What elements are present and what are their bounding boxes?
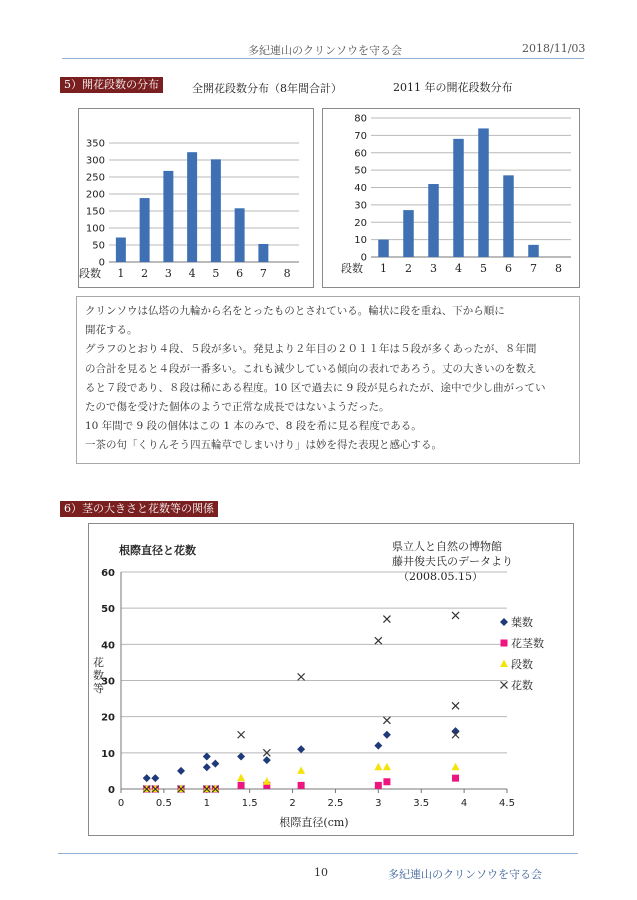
header-date: 2018/11/03 xyxy=(522,42,586,55)
data-point xyxy=(263,777,271,785)
x-tick-label: 0 xyxy=(117,798,125,809)
y-tick-label: 60 xyxy=(101,568,115,579)
legend-label: 段数 xyxy=(511,658,533,671)
scatter-title: 根際直径と花数 xyxy=(119,544,196,557)
x-tick-label: 3 xyxy=(164,267,172,280)
x-tick-label: 2 xyxy=(405,262,412,275)
data-point xyxy=(203,752,211,760)
chart2-frame xyxy=(322,108,580,288)
x-tick-label: 1 xyxy=(203,798,210,809)
data-point xyxy=(177,767,185,775)
x-tick-label: 3.5 xyxy=(413,798,430,809)
data-point xyxy=(383,763,391,771)
section6-title: 6）茎の大きさと花数等の関係 xyxy=(60,501,218,517)
text-line: クリンソウは仏塔の九輪から名をとったものとされている。輪状に段を重ね、下から順に xyxy=(85,305,505,317)
x-tick-label: 3 xyxy=(430,262,437,275)
footer-divider xyxy=(58,853,578,854)
x-axis-label: 根際直径(cm) xyxy=(279,816,349,829)
data-point xyxy=(383,731,391,739)
x-tick-label: 6 xyxy=(236,267,244,280)
y-axis-label: 花 xyxy=(93,656,104,669)
data-point xyxy=(238,782,245,789)
data-point xyxy=(238,731,245,738)
data-point xyxy=(298,782,305,789)
data-point xyxy=(237,752,245,760)
y-axis-label: 等 xyxy=(93,682,104,695)
data-point xyxy=(211,760,219,768)
y-tick-label: 30 xyxy=(101,676,115,688)
data-point xyxy=(375,782,382,789)
y-tick-label: 300 xyxy=(85,155,105,167)
y-tick-label: 40 xyxy=(101,640,115,652)
data-point xyxy=(374,742,382,750)
x-tick-label: 6 xyxy=(505,262,512,275)
y-tick-label: 100 xyxy=(85,223,105,235)
chart1-title: 全開花段数分布（8年間合計） xyxy=(192,82,342,95)
x-tick-label: 0.5 xyxy=(155,798,172,809)
y-tick-label: 50 xyxy=(354,165,367,177)
y-tick-label: 10 xyxy=(101,748,115,760)
y-tick-label: 0 xyxy=(360,252,367,264)
y-tick-label: 10 xyxy=(354,235,367,247)
bar xyxy=(428,184,439,257)
data-point xyxy=(297,766,305,774)
bar xyxy=(453,139,464,257)
bar xyxy=(503,175,514,257)
y-tick-label: 40 xyxy=(354,183,367,194)
x-tick-label: 8 xyxy=(555,262,562,275)
y-tick-label: 200 xyxy=(85,189,105,201)
bar xyxy=(116,238,126,262)
data-point xyxy=(452,612,459,619)
data-point xyxy=(374,763,382,771)
data-point xyxy=(452,775,459,782)
data-point xyxy=(452,702,459,709)
header-org: 多紀連山のクリンソウを守る会 xyxy=(248,44,402,57)
data-point xyxy=(143,774,151,782)
bar xyxy=(403,210,414,257)
data-point xyxy=(383,778,390,785)
x-tick-label: 1.5 xyxy=(241,798,258,809)
page-number: 10 xyxy=(314,866,328,879)
header-divider xyxy=(62,58,584,59)
data-point xyxy=(383,616,390,623)
data-point xyxy=(298,673,305,680)
legend-marker xyxy=(501,682,508,689)
x-tick-label: 1 xyxy=(380,262,387,275)
bar xyxy=(378,240,389,257)
text-line: ると７段であり、８段は稀にある程度。10 区で過去に 9 段が見られたが、途中で少し曲がってい xyxy=(85,381,546,394)
y-tick-label: 30 xyxy=(354,200,367,212)
data-point xyxy=(383,717,390,724)
bar xyxy=(478,128,489,257)
footer-org: 多紀連山のクリンソウを守る会 xyxy=(388,868,542,881)
bar xyxy=(528,245,539,257)
source-annotation: （2008.05.15） xyxy=(398,570,483,583)
x-tick-label: 4 xyxy=(460,798,468,809)
x-axis-label: 段数 xyxy=(341,262,363,275)
y-tick-label: 20 xyxy=(354,217,367,229)
x-tick-label: 5 xyxy=(212,267,220,280)
text-line: の合計を見ると４段が一番多い。これも減少している傾向の表れであろう。丈の大きいのを数え xyxy=(85,362,537,375)
bar-chart-2011 xyxy=(323,109,581,289)
scatter-chart xyxy=(89,524,575,837)
y-tick-label: 70 xyxy=(354,130,367,142)
bar xyxy=(235,208,245,262)
text-line: グラフのとおり４段、５段が多い。発見より２年目の２０１１年は５段が多くあったが、８年間 xyxy=(85,343,537,356)
text-line: 開花する。 xyxy=(85,324,138,337)
y-tick-label: 150 xyxy=(85,206,105,218)
y-tick-label: 50 xyxy=(92,240,105,252)
data-point xyxy=(203,763,211,771)
text-line: 一茶の句「くりんそう四五輪草でしまいけり」は妙を得た表現と感心する。 xyxy=(85,439,442,452)
x-tick-label: 2.5 xyxy=(327,798,344,809)
scatter-frame xyxy=(88,523,574,836)
bar xyxy=(211,159,221,262)
chart2-title: 2011 年の開花段数分布 xyxy=(393,81,513,94)
bar xyxy=(163,171,173,262)
data-point xyxy=(151,774,159,782)
text-line: 10 年間で 9 段の個体はこの 1 本のみで、8 段を希に見る程度である。 xyxy=(85,420,422,433)
section5-title: 5）開花段数の分布 xyxy=(60,77,163,93)
chart1-frame xyxy=(78,108,314,288)
legend-marker xyxy=(500,660,508,668)
y-tick-label: 60 xyxy=(354,148,367,160)
y-axis-label: 数 xyxy=(93,669,104,682)
x-tick-label: 4.5 xyxy=(499,798,515,809)
text-line: たので傷を受けた個体のようで正常な成長ではないようだった。 xyxy=(85,401,390,414)
data-point xyxy=(297,745,305,753)
x-tick-label: 2 xyxy=(289,798,296,809)
data-point xyxy=(375,637,382,644)
y-tick-label: 350 xyxy=(85,138,105,150)
x-axis-label: 段数 xyxy=(79,267,101,280)
source-annotation: 藤井俊夫氏のデータより xyxy=(392,555,513,568)
legend-marker xyxy=(500,618,508,626)
data-point xyxy=(237,774,245,782)
y-tick-label: 250 xyxy=(85,172,105,184)
x-tick-label: 1 xyxy=(117,267,125,280)
y-tick-label: 20 xyxy=(101,712,115,724)
bar xyxy=(187,152,197,262)
x-tick-label: 4 xyxy=(188,267,196,280)
data-point xyxy=(263,756,271,764)
x-tick-label: 7 xyxy=(530,262,537,275)
x-tick-label: 3 xyxy=(375,798,382,809)
description-text xyxy=(76,296,580,464)
x-tick-label: 5 xyxy=(480,262,487,275)
bar xyxy=(258,244,268,262)
y-tick-label: 80 xyxy=(354,113,367,125)
legend-marker xyxy=(501,640,508,647)
y-tick-label: 0 xyxy=(98,257,105,269)
x-tick-label: 8 xyxy=(283,267,291,280)
legend-label: 花茎数 xyxy=(511,637,544,650)
y-tick-label: 50 xyxy=(101,604,115,616)
data-point xyxy=(452,763,460,771)
legend-label: 花数 xyxy=(511,679,533,692)
x-tick-label: 7 xyxy=(259,267,267,280)
x-tick-label: 2 xyxy=(141,267,149,280)
legend-label: 葉数 xyxy=(511,616,533,629)
bar xyxy=(140,198,150,262)
bar-chart-total xyxy=(79,109,315,289)
y-tick-label: 0 xyxy=(108,785,115,796)
source-annotation: 県立人と自然の博物館 xyxy=(392,540,502,553)
x-tick-label: 4 xyxy=(455,262,462,275)
